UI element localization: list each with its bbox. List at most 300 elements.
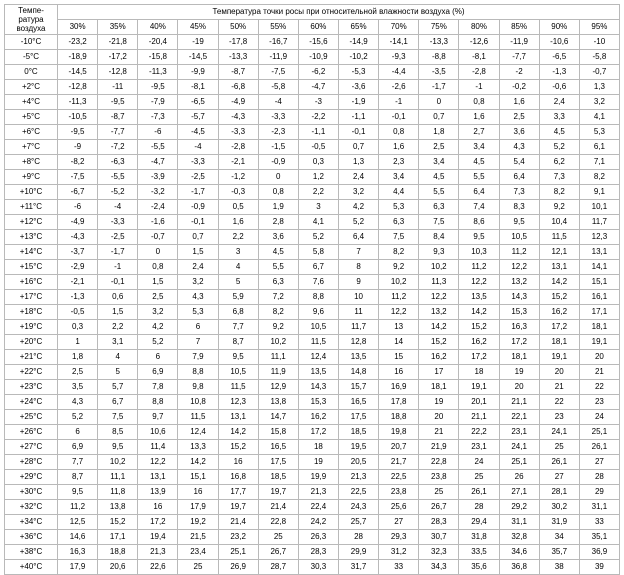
dew-point-cell: 5,4 xyxy=(499,155,539,170)
dew-point-cell: 28 xyxy=(579,470,619,485)
dew-point-cell: 10,5 xyxy=(499,230,539,245)
dew-point-cell: -7,3 xyxy=(138,110,178,125)
dew-point-cell: -11,3 xyxy=(138,65,178,80)
dew-point-cell: 1,5 xyxy=(178,245,218,260)
dew-point-cell: 6 xyxy=(58,425,98,440)
corner-header-line-2: ратура xyxy=(18,14,44,24)
dew-point-cell: 23,8 xyxy=(379,485,419,500)
dew-point-cell: 16,3 xyxy=(58,545,98,560)
dew-point-cell: 25 xyxy=(178,560,218,575)
table-body xyxy=(5,35,620,575)
dew-point-cell: 22,8 xyxy=(419,455,459,470)
dew-point-cell: 17,9 xyxy=(58,560,98,575)
dew-point-cell: 16,2 xyxy=(419,350,459,365)
dew-point-cell: 11,7 xyxy=(338,320,378,335)
dew-point-cell: 18,1 xyxy=(539,335,579,350)
dew-point-cell: -0,9 xyxy=(258,155,298,170)
dew-point-cell: 19,7 xyxy=(258,485,298,500)
dew-point-cell: 15,3 xyxy=(499,305,539,320)
table-row xyxy=(5,425,620,440)
dew-point-cell: 3,4 xyxy=(379,170,419,185)
dew-point-cell: 9,7 xyxy=(138,410,178,425)
dew-point-cell: -1,1 xyxy=(338,110,378,125)
dew-point-cell: 17,7 xyxy=(218,485,258,500)
table-row xyxy=(5,545,620,560)
dew-point-cell: 7 xyxy=(338,245,378,260)
dew-point-cell: 13,5 xyxy=(298,365,338,380)
dew-point-cell: 23 xyxy=(539,410,579,425)
dew-point-cell: 11,2 xyxy=(58,500,98,515)
row-temperature-label: +2°C xyxy=(5,80,58,95)
dew-point-cell: -4 xyxy=(258,95,298,110)
row-temperature-label: +15°C xyxy=(5,260,58,275)
dew-point-cell: 10,3 xyxy=(459,245,499,260)
dew-point-cell: 8,2 xyxy=(379,245,419,260)
dew-point-cell: 6,3 xyxy=(258,275,298,290)
dew-point-cell: -21,8 xyxy=(98,35,138,50)
dew-point-cell: 17,5 xyxy=(258,455,298,470)
dew-point-cell: 24,2 xyxy=(298,515,338,530)
row-temperature-label: +40°C xyxy=(5,560,58,575)
dew-point-cell: -12,8 xyxy=(98,65,138,80)
dew-point-cell: 6 xyxy=(138,350,178,365)
humidity-header: 65% xyxy=(338,20,378,35)
dew-point-cell: 25 xyxy=(258,530,298,545)
dew-point-cell: 25,1 xyxy=(218,545,258,560)
dew-point-cell: 35,7 xyxy=(539,545,579,560)
dew-point-cell: 10,2 xyxy=(258,335,298,350)
dew-point-cell: -8,2 xyxy=(58,155,98,170)
table-row xyxy=(5,95,620,110)
dew-point-cell: -1 xyxy=(98,260,138,275)
dew-point-cell: -4,4 xyxy=(379,65,419,80)
dew-point-cell: 6,2 xyxy=(539,155,579,170)
dew-point-cell: 21,7 xyxy=(379,455,419,470)
corner-header-line-1: Темпе- xyxy=(18,5,44,15)
dew-point-cell: 22,2 xyxy=(459,425,499,440)
dew-point-cell: 16,1 xyxy=(579,290,619,305)
dew-point-cell: 10 xyxy=(338,290,378,305)
dew-point-cell: 11,2 xyxy=(379,290,419,305)
dew-point-cell: 16 xyxy=(138,500,178,515)
dew-point-cell: 33 xyxy=(379,560,419,575)
dew-point-cell: -8,1 xyxy=(459,50,499,65)
dew-point-cell: 19,1 xyxy=(579,335,619,350)
dew-point-cell: -13,3 xyxy=(419,35,459,50)
dew-point-cell: 17,2 xyxy=(499,335,539,350)
dew-point-cell: 17 xyxy=(419,365,459,380)
dew-point-cell: 12,4 xyxy=(298,350,338,365)
dew-point-cell: 7 xyxy=(178,335,218,350)
dew-point-cell: 18,5 xyxy=(258,470,298,485)
dew-point-cell: 15,2 xyxy=(98,515,138,530)
dew-point-cell: -6,2 xyxy=(298,65,338,80)
dew-point-cell: 22,8 xyxy=(258,515,298,530)
dew-point-cell: 17,2 xyxy=(138,515,178,530)
dew-point-cell: 21,1 xyxy=(459,410,499,425)
dew-point-cell: -15,8 xyxy=(138,50,178,65)
dew-point-cell: 15,2 xyxy=(218,440,258,455)
dew-point-cell: 4,1 xyxy=(298,215,338,230)
dew-point-cell: -7,7 xyxy=(98,125,138,140)
dew-point-cell: 19,4 xyxy=(138,530,178,545)
dew-point-cell: 2,2 xyxy=(98,320,138,335)
dew-point-cell: 20,6 xyxy=(98,560,138,575)
dew-point-cell: 3,4 xyxy=(419,155,459,170)
dew-point-cell: 12,1 xyxy=(539,245,579,260)
dew-point-cell: 1,5 xyxy=(98,305,138,320)
dew-point-cell: 12,2 xyxy=(459,275,499,290)
humidity-header: 60% xyxy=(298,20,338,35)
humidity-header: 80% xyxy=(459,20,499,35)
table-row xyxy=(5,560,620,575)
dew-point-cell: 14,3 xyxy=(298,380,338,395)
dew-point-cell: 27 xyxy=(579,455,619,470)
dew-point-cell: -3,6 xyxy=(338,80,378,95)
dew-point-cell: 2,2 xyxy=(218,230,258,245)
dew-point-cell: 20,1 xyxy=(459,395,499,410)
dew-point-cell: 28 xyxy=(459,500,499,515)
dew-point-cell: -8,7 xyxy=(98,110,138,125)
dew-point-cell: 25,6 xyxy=(379,500,419,515)
dew-point-cell: 22,1 xyxy=(499,410,539,425)
dew-point-cell: 1,8 xyxy=(419,125,459,140)
dew-point-cell: 19 xyxy=(419,395,459,410)
dew-point-cell: -2,3 xyxy=(258,125,298,140)
dew-point-cell: 34 xyxy=(539,530,579,545)
dew-point-cell: 16 xyxy=(379,365,419,380)
dew-point-cell: 12,2 xyxy=(379,305,419,320)
dew-point-cell: -11,9 xyxy=(258,50,298,65)
dew-point-cell: -10,9 xyxy=(298,50,338,65)
dew-point-cell: 7,2 xyxy=(258,290,298,305)
dew-point-cell: -12,8 xyxy=(58,80,98,95)
dew-point-cell: 20 xyxy=(579,350,619,365)
dew-point-cell: -2,6 xyxy=(379,80,419,95)
dew-point-cell: 2,5 xyxy=(138,290,178,305)
dew-point-cell: -17,2 xyxy=(98,50,138,65)
dew-point-cell: 10,2 xyxy=(98,455,138,470)
dew-point-cell: 14,8 xyxy=(338,365,378,380)
dew-point-cell: -3,3 xyxy=(258,110,298,125)
row-temperature-label: +11°C xyxy=(5,200,58,215)
dew-point-cell: 17,9 xyxy=(178,500,218,515)
table-row xyxy=(5,185,620,200)
dew-point-cell: 21 xyxy=(579,365,619,380)
dew-point-cell: -10,2 xyxy=(338,50,378,65)
dew-point-cell: 7,5 xyxy=(419,215,459,230)
dew-point-cell: 24,1 xyxy=(499,440,539,455)
dew-point-cell: 9,5 xyxy=(499,215,539,230)
dew-point-cell: -3,7 xyxy=(58,245,98,260)
dew-point-cell: 5,5 xyxy=(419,185,459,200)
dew-point-cell: 32,3 xyxy=(419,545,459,560)
dew-point-cell: 11,5 xyxy=(539,230,579,245)
dew-point-cell: 9,8 xyxy=(178,380,218,395)
dew-point-cell: 1,9 xyxy=(258,200,298,215)
dew-point-cell: 10,5 xyxy=(218,365,258,380)
dew-point-cell: 9,5 xyxy=(98,440,138,455)
table-row xyxy=(5,530,620,545)
dew-point-cell: 0,3 xyxy=(298,155,338,170)
dew-point-cell: 6,9 xyxy=(138,365,178,380)
dew-point-cell: 19,1 xyxy=(459,380,499,395)
dew-point-cell: 29,3 xyxy=(379,530,419,545)
dew-point-cell: 13,9 xyxy=(138,485,178,500)
dew-point-cell: 21,3 xyxy=(298,485,338,500)
dew-point-cell: 18 xyxy=(459,365,499,380)
dew-point-cell: 28,3 xyxy=(298,545,338,560)
dew-point-cell: -1 xyxy=(459,80,499,95)
dew-point-cell: 5 xyxy=(98,365,138,380)
dew-point-cell: 3,5 xyxy=(58,380,98,395)
dew-point-cell: -5,8 xyxy=(258,80,298,95)
dew-point-cell: 21,1 xyxy=(499,395,539,410)
dew-point-cell: 21 xyxy=(539,380,579,395)
dew-point-cell: -16,7 xyxy=(258,35,298,50)
dew-point-cell: 14 xyxy=(379,335,419,350)
dew-point-cell: -1,9 xyxy=(338,95,378,110)
row-temperature-label: +29°C xyxy=(5,470,58,485)
dew-point-cell: 6,8 xyxy=(218,305,258,320)
dew-point-cell: 22,5 xyxy=(379,470,419,485)
dew-point-cell: 0,8 xyxy=(379,125,419,140)
dew-point-cell: -2,5 xyxy=(98,230,138,245)
dew-point-cell: 19 xyxy=(298,455,338,470)
dew-point-cell: 21 xyxy=(419,425,459,440)
dew-point-cell: -4 xyxy=(98,200,138,215)
dew-point-cell: 0 xyxy=(419,95,459,110)
dew-point-cell: -1,3 xyxy=(539,65,579,80)
dew-point-cell: 8,7 xyxy=(218,335,258,350)
dew-point-cell: 15,3 xyxy=(298,395,338,410)
dew-point-cell: -2,9 xyxy=(58,260,98,275)
dew-point-cell: -1,2 xyxy=(218,170,258,185)
row-temperature-label: +19°C xyxy=(5,320,58,335)
dew-point-cell: -2 xyxy=(499,65,539,80)
dew-point-cell: -6,5 xyxy=(178,95,218,110)
dew-point-cell: -14,5 xyxy=(58,65,98,80)
dew-point-cell: 26 xyxy=(499,470,539,485)
dew-point-cell: 7,7 xyxy=(58,455,98,470)
humidity-header: 35% xyxy=(98,20,138,35)
dew-point-cell: 9,2 xyxy=(258,320,298,335)
table-row xyxy=(5,320,620,335)
dew-point-cell: 10,8 xyxy=(178,395,218,410)
dew-point-cell: 7,3 xyxy=(539,170,579,185)
dew-point-cell: -5,8 xyxy=(579,50,619,65)
dew-point-cell: 4,5 xyxy=(419,170,459,185)
dew-point-cell: 12,2 xyxy=(138,455,178,470)
dew-point-cell: 31,7 xyxy=(338,560,378,575)
dew-point-cell: 12,9 xyxy=(258,380,298,395)
dew-point-cell: 21,3 xyxy=(338,470,378,485)
dew-point-cell: 19,2 xyxy=(178,515,218,530)
dew-point-cell: 23,4 xyxy=(178,545,218,560)
dew-point-cell: 5,7 xyxy=(98,380,138,395)
dew-point-cell: -0,1 xyxy=(379,110,419,125)
dew-point-cell: 4,4 xyxy=(379,185,419,200)
dew-point-cell: 28,7 xyxy=(258,560,298,575)
dew-point-cell: 4,1 xyxy=(579,110,619,125)
dew-point-cell: 6,7 xyxy=(298,260,338,275)
dew-point-cell: -4,3 xyxy=(218,110,258,125)
row-temperature-label: +30°C xyxy=(5,485,58,500)
dew-point-cell: 14,2 xyxy=(419,320,459,335)
dew-point-cell: 2,8 xyxy=(258,215,298,230)
dew-point-cell: 11,1 xyxy=(98,470,138,485)
dew-point-cell: 25,1 xyxy=(579,425,619,440)
dew-point-cell: 19,1 xyxy=(539,350,579,365)
dew-point-cell: 17,5 xyxy=(338,410,378,425)
dew-point-cell: -3,3 xyxy=(178,155,218,170)
dew-point-cell: 4,3 xyxy=(58,395,98,410)
dew-point-cell: 30,2 xyxy=(539,500,579,515)
dew-point-cell: 21,4 xyxy=(218,515,258,530)
humidity-header: 40% xyxy=(138,20,178,35)
dew-point-cell: 14,6 xyxy=(58,530,98,545)
dew-point-cell: 15,2 xyxy=(459,320,499,335)
dew-point-cell: 16,5 xyxy=(338,395,378,410)
dew-point-cell: -10 xyxy=(579,35,619,50)
dew-point-cell: 16,2 xyxy=(459,335,499,350)
humidity-header: 85% xyxy=(499,20,539,35)
dew-point-cell: -9,5 xyxy=(138,80,178,95)
dew-point-cell: 4 xyxy=(98,350,138,365)
dew-point-cell: 11 xyxy=(338,305,378,320)
dew-point-cell: 18,1 xyxy=(499,350,539,365)
dew-point-cell: 10,6 xyxy=(138,425,178,440)
dew-point-cell: -13,3 xyxy=(218,50,258,65)
table-row xyxy=(5,200,620,215)
dew-point-cell: 11,5 xyxy=(218,380,258,395)
dew-point-cell: 11,9 xyxy=(258,365,298,380)
table-row xyxy=(5,500,620,515)
dew-point-cell: 30,7 xyxy=(419,530,459,545)
dew-point-cell: 7,3 xyxy=(499,185,539,200)
dew-point-cell: 3,6 xyxy=(258,230,298,245)
dew-point-cell: -5,7 xyxy=(178,110,218,125)
dew-point-cell: -23,2 xyxy=(58,35,98,50)
dew-point-cell: 2,3 xyxy=(379,155,419,170)
row-temperature-label: +28°C xyxy=(5,455,58,470)
dew-point-cell: -3 xyxy=(298,95,338,110)
row-temperature-label: +25°C xyxy=(5,410,58,425)
dew-point-cell: 14,2 xyxy=(539,275,579,290)
table-row xyxy=(5,230,620,245)
dew-point-cell: 16,3 xyxy=(499,320,539,335)
dew-point-cell: 26,7 xyxy=(258,545,298,560)
dew-point-cell: -14,9 xyxy=(338,35,378,50)
dew-point-cell: 22,4 xyxy=(298,500,338,515)
dew-point-cell: 7,5 xyxy=(379,230,419,245)
dew-point-cell: 5,9 xyxy=(218,290,258,305)
dew-point-cell: 25 xyxy=(419,485,459,500)
dew-point-cell: -8,8 xyxy=(419,50,459,65)
dew-point-cell: 3,2 xyxy=(579,95,619,110)
dew-point-cell: 22 xyxy=(539,395,579,410)
dew-point-cell: 22 xyxy=(579,380,619,395)
dew-point-cell: 15,2 xyxy=(539,290,579,305)
dew-point-cell: 17,2 xyxy=(298,425,338,440)
dew-point-cell: 6,3 xyxy=(419,200,459,215)
dew-point-cell: 1 xyxy=(58,335,98,350)
dew-point-cell: 2,4 xyxy=(539,95,579,110)
dew-point-cell: 15,2 xyxy=(419,335,459,350)
dew-point-cell: 5,2 xyxy=(539,140,579,155)
dew-point-cell: 1,3 xyxy=(579,80,619,95)
dew-point-cell: 31,2 xyxy=(379,545,419,560)
dew-point-cell: 8,2 xyxy=(539,185,579,200)
dew-point-cell: 1,6 xyxy=(379,140,419,155)
row-temperature-label: +21°C xyxy=(5,350,58,365)
dew-point-cell: 27,1 xyxy=(499,485,539,500)
dew-point-cell: 12,5 xyxy=(58,515,98,530)
dew-point-cell: 5,3 xyxy=(178,305,218,320)
dew-point-cell: 11,5 xyxy=(298,335,338,350)
dew-point-cell: -4,3 xyxy=(58,230,98,245)
dew-point-cell: 34,3 xyxy=(419,560,459,575)
dew-point-cell: 21,9 xyxy=(419,440,459,455)
dew-point-cell: 13,2 xyxy=(419,305,459,320)
dew-point-cell: 17,1 xyxy=(579,305,619,320)
dew-point-cell: 18,8 xyxy=(379,410,419,425)
dew-point-cell: -0,1 xyxy=(338,125,378,140)
dew-point-cell: 23,2 xyxy=(218,530,258,545)
dew-point-cell: 13,3 xyxy=(178,440,218,455)
dew-point-cell: 11,8 xyxy=(98,485,138,500)
dew-point-cell: 4,5 xyxy=(459,155,499,170)
humidity-header: 95% xyxy=(579,20,619,35)
dew-point-cell: -0,3 xyxy=(218,185,258,200)
dew-point-cell: 7,6 xyxy=(298,275,338,290)
dew-point-cell: 6,4 xyxy=(499,170,539,185)
dew-point-cell: 24,1 xyxy=(539,425,579,440)
dew-point-cell: 19,8 xyxy=(379,425,419,440)
dew-point-cell: 0,7 xyxy=(178,230,218,245)
dew-point-cell: 6,4 xyxy=(459,185,499,200)
dew-point-cell: -7,2 xyxy=(98,140,138,155)
dew-point-cell: 6,7 xyxy=(98,395,138,410)
dew-point-cell: -2,4 xyxy=(138,200,178,215)
dew-point-cell: -0,6 xyxy=(539,80,579,95)
table-row xyxy=(5,245,620,260)
dew-point-cell: 10,4 xyxy=(539,215,579,230)
dew-point-cell: -6,7 xyxy=(58,185,98,200)
dew-point-cell: -17,8 xyxy=(218,35,258,50)
row-temperature-label: +27°C xyxy=(5,440,58,455)
row-temperature-label: 0°C xyxy=(5,65,58,80)
dew-point-cell: 0,6 xyxy=(98,290,138,305)
dew-point-cell: 35,6 xyxy=(459,560,499,575)
dew-point-cell: -2,5 xyxy=(178,170,218,185)
table-row xyxy=(5,485,620,500)
dew-point-cell: -1 xyxy=(379,95,419,110)
dew-point-cell: 1,6 xyxy=(218,215,258,230)
dew-point-cell: 25,7 xyxy=(338,515,378,530)
dew-point-cell: 14,2 xyxy=(459,305,499,320)
dew-point-cell: 19,7 xyxy=(218,500,258,515)
row-temperature-label: +4°C xyxy=(5,95,58,110)
dew-point-cell: 11,3 xyxy=(419,275,459,290)
dew-point-cell: 2,5 xyxy=(58,365,98,380)
table-row xyxy=(5,395,620,410)
dew-point-cell: -0,2 xyxy=(499,80,539,95)
dew-point-cell: -8,7 xyxy=(218,65,258,80)
dew-point-cell: -6,5 xyxy=(539,50,579,65)
table-row xyxy=(5,50,620,65)
dew-point-cell: 1,3 xyxy=(338,155,378,170)
